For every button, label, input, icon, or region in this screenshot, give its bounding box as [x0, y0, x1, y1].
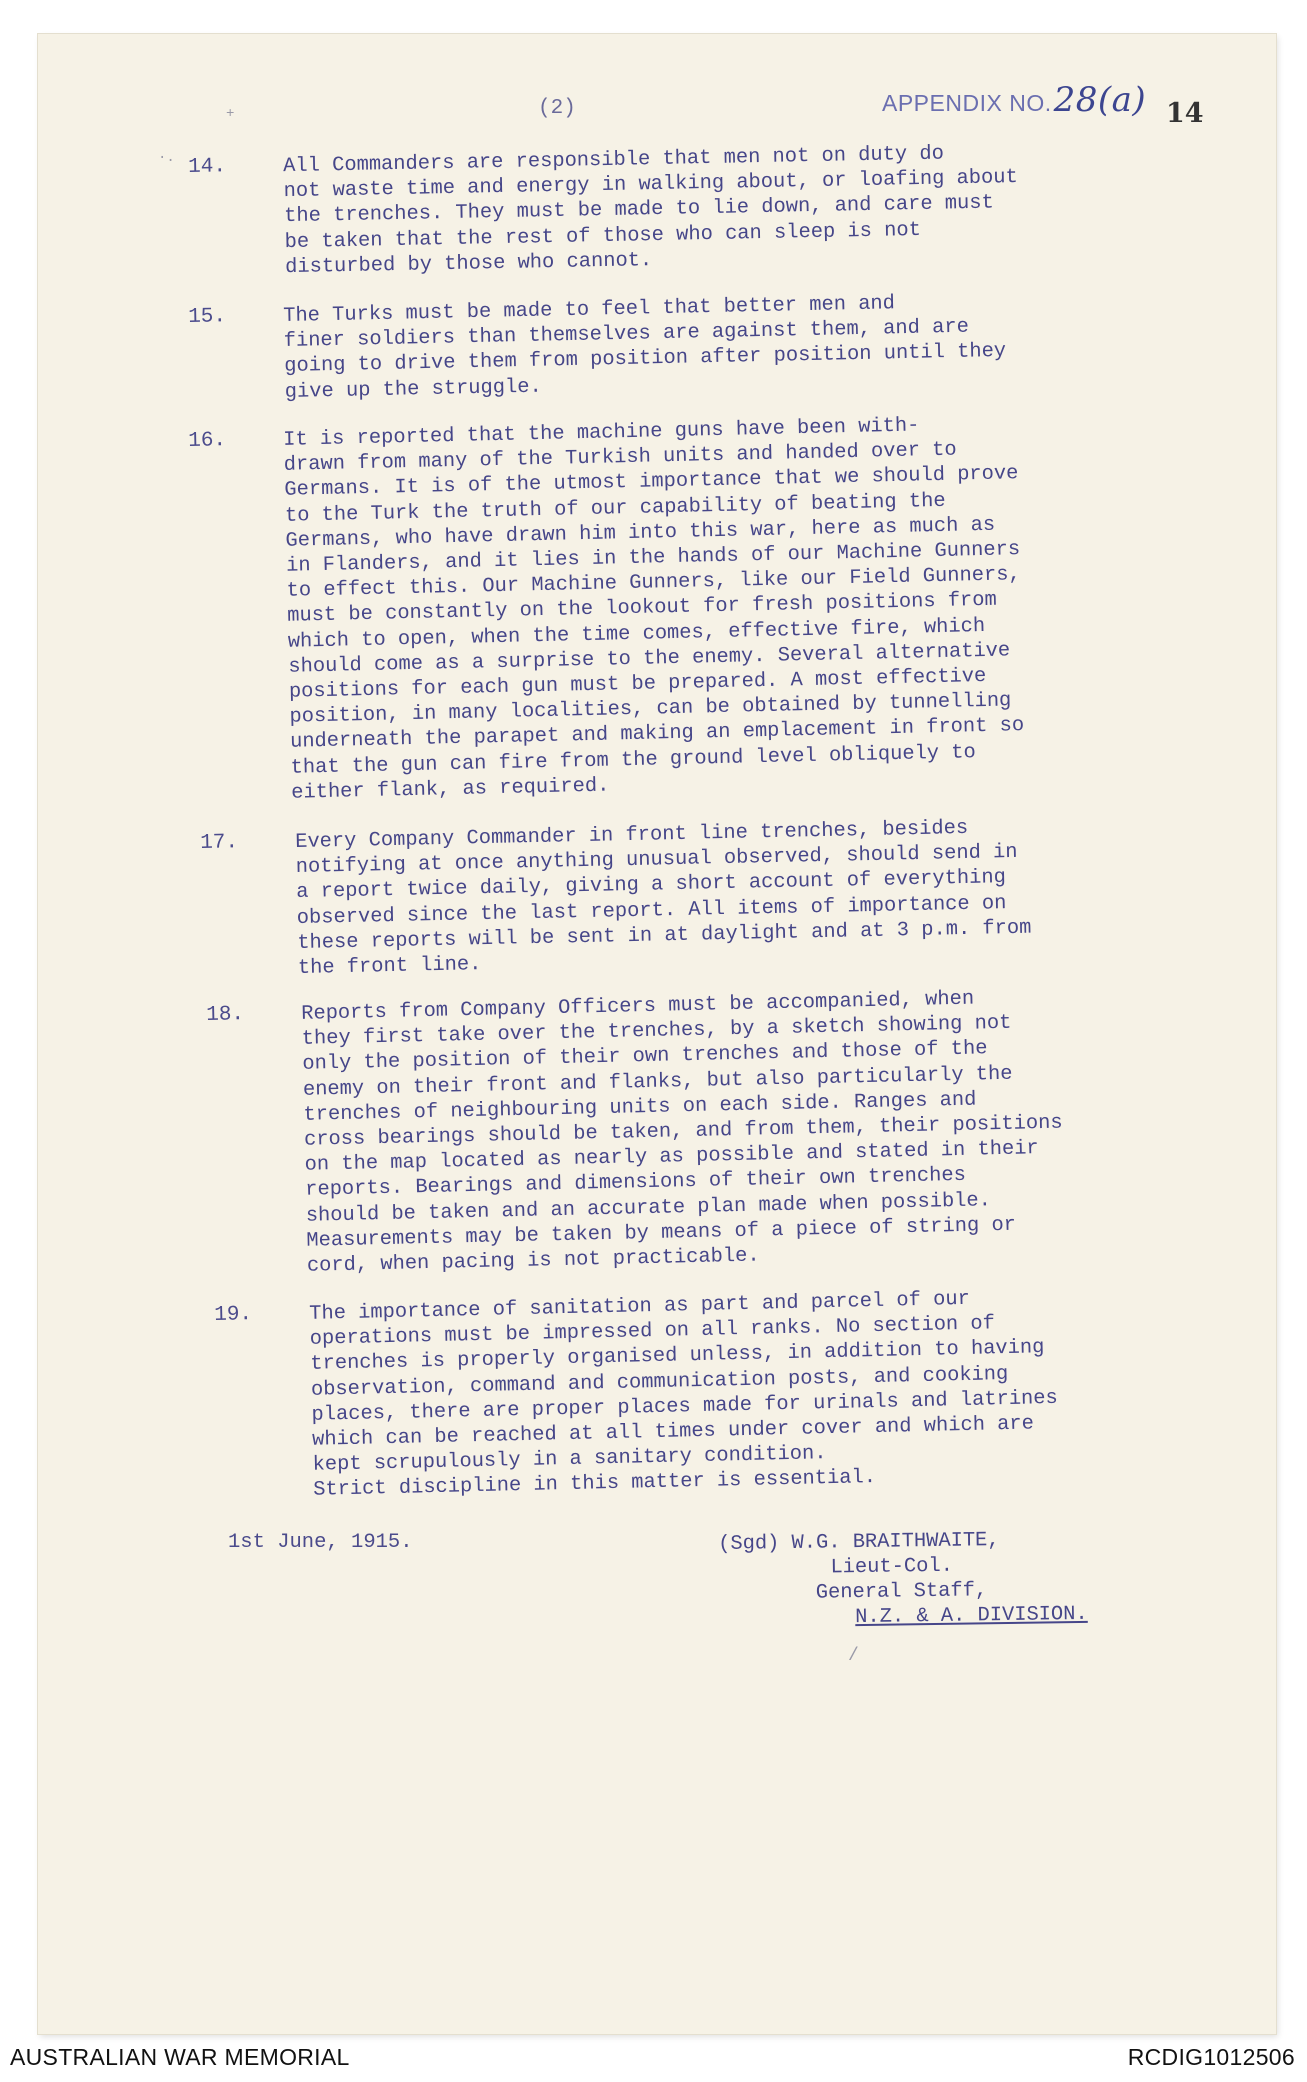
paragraph-text: The Turks must be made to feel that better men and finer soldiers than themselves are against them, and are going to drive them from position after position until they give up the struggle.	[283, 292, 1007, 404]
signatory-rank: Lieut-Col.	[830, 1554, 954, 1580]
paragraph-text: Reports from Company Officers must be accompanied, when they first take over the trenches, by a sketch showing not only the position of their own trenches and those of the enemy on their front and flanks, but also particularly the trenches of neighbouring units on each side. Ranges and cross bearings should be taken, and from them, their positions on the map located as nearly as possible and stated in their reports. Bearings and dimensions of their own trenches should be taken and an accurate plan made when possible. Measurements may be taken by means of a piece of string or cord, when pacing is not practicable.	[300, 987, 1063, 1278]
paper-mark: +	[226, 106, 235, 122]
paragraph-number: 19.	[214, 1303, 253, 1327]
appendix-label: APPENDIX NO.	[882, 90, 1052, 116]
paragraph-text: It is reported that the machine guns have been with- drawn from many of the Turkish units and handed over to Germans. It is of the utmost importance that we should prove to the Turk the truth of our capability of beating the Germans, who have drawn him into this war, here as much as in Flanders, and it lies in the hands of our Machine Gunners to effect this. Our Machine Gunners, like our Field Gunners, must be constantly on the lookout for fresh positions from which to open, when the time comes, effective fire, which should come as a surprise to the enemy. Several alternative positions for each gun must be prepared. A most effective position, in many localities, can be obtained by tunnelling underneath the parapet and making an emplacement in front so that the gun can fire from the ground level obliquely to either flank, as required.	[282, 414, 1025, 805]
paragraph-number: 17.	[200, 831, 239, 855]
paragraph-number: 16.	[188, 429, 227, 453]
page-number: (2)	[538, 97, 576, 120]
paragraph-number: 15.	[188, 305, 227, 329]
appendix-stamp	[882, 80, 1146, 120]
appendix-number: 28(a)	[1053, 80, 1147, 120]
paper-mark: ·.	[158, 150, 175, 166]
paragraph-text: The importance of sanitation as part and parcel of our operations must be impressed on all ranks. No section of trenches is properly organised unless, in addition to having observation, command and communication posts, and cooking places, there are proper places made for urinals and latrines which can be reached at all times under cover and which are kept scrupulously in a sanitary condition. Strict discipline in this matter is essential.	[308, 1287, 1059, 1503]
signatory-name: (Sgd) W.G. BRAITHWAITE,	[718, 1529, 1000, 1556]
document-date: 1st June, 1915.	[228, 1531, 413, 1554]
signatory-division: N.Z. & A. DIVISION.	[855, 1602, 1088, 1630]
footer-reference: RCDIG1012506	[1127, 2044, 1295, 2070]
footer-institution: AUSTRALIAN WAR MEMORIAL	[10, 2044, 350, 2070]
paragraph-text: Every Company Commander in front line trenches, besides notifying at once anything unusual observed, should send in a report twice daily, giving a short account of everything observed since the last report. All items of importance on these reports will be sent in at daylight and at 3 p.m. from the front line.	[295, 816, 1032, 980]
paragraph-number: 14.	[188, 155, 227, 179]
signatory-staff: General Staff,	[815, 1579, 988, 1605]
paragraph-number: 18.	[206, 1003, 245, 1027]
signature-block	[718, 1527, 1088, 1632]
folio-number: 14	[1166, 98, 1204, 129]
paper-mark: /	[848, 1646, 859, 1666]
paragraph-text: All Commanders are responsible that men not on duty do not waste time and energy in walking about, or loafing about the trenches. They must be made to lie down, and care must be taken that the rest of those who can sleep is not disturbed by those who cannot.	[283, 142, 1018, 279]
